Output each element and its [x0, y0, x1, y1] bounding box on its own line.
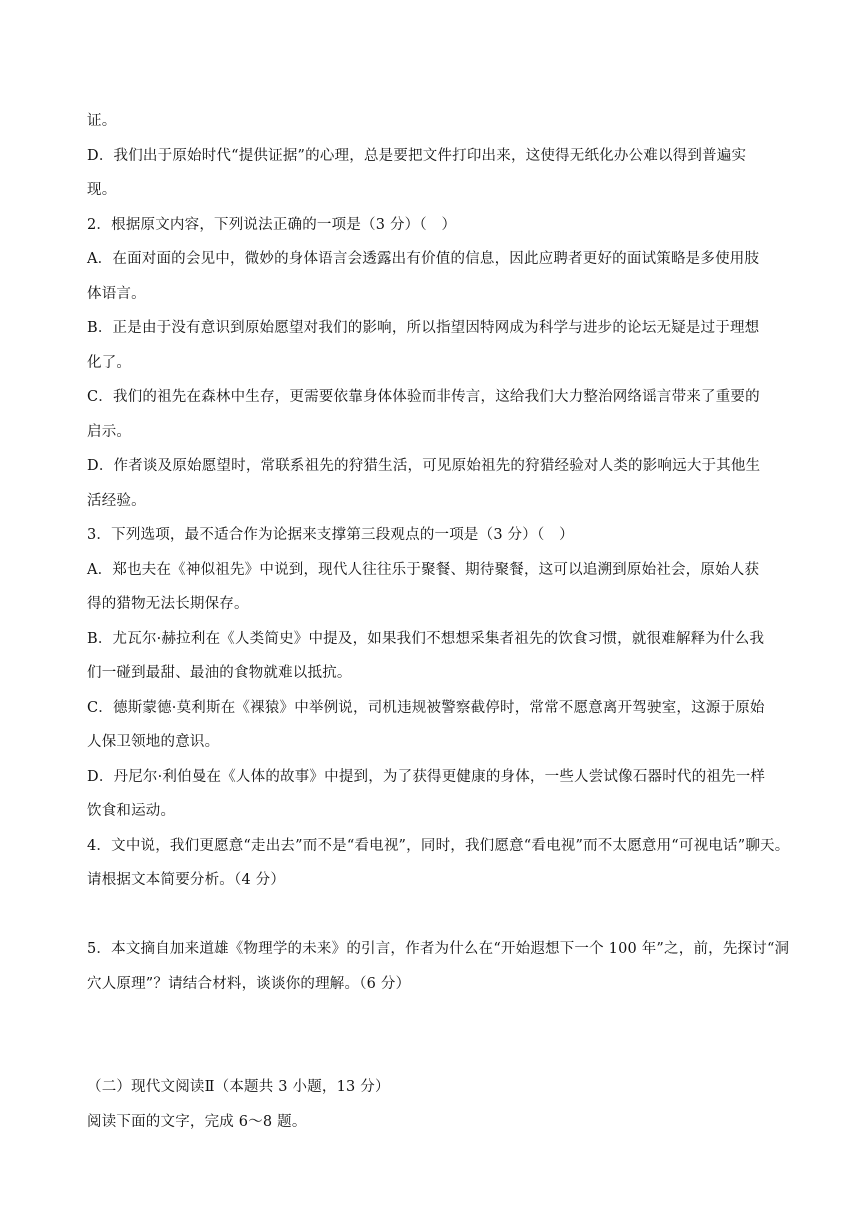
text-line: 人保卫领地的意识。 [87, 734, 220, 750]
question-4-stem: 4．文中说，我们更愿意“走出去”而不是“看电视”，同时，我们愿意“看电视”而不太愿意用“可视电话”聊天。 [87, 838, 790, 854]
question-2-stem: 2．根据原文内容，下列说法正确的一项是（3 分）（ ） [87, 217, 457, 233]
option-b: B．正是由于没有意识到原始愿望对我们的影响，所以指望因特网成为科学与进步的论坛无疑是过于理想 [87, 320, 760, 336]
text-line: 化了。 [87, 355, 132, 371]
text-line: 穴人原理”？请结合材料，谈谈你的理解。（6 分） [87, 976, 411, 992]
option-b: B．尤瓦尔·赫拉利在《人类简史》中提及，如果我们不想想采集者祖先的饮食习惯，就很难解释为什么我 [87, 631, 765, 647]
option-a: A．郑也夫在《神似祖先》中说到，现代人往往乐于聚餐、期待聚餐，这可以追溯到原始社会，原始人获 [87, 562, 760, 578]
text-line: 请根据文本简要分析。（4 分） [87, 872, 286, 888]
text-line: 们一碰到最甜、最油的食物就难以抵抗。 [87, 665, 352, 681]
option-c: C．我们的祖先在森林中生存，更需要依靠身体体验而非传言，这给我们大力整治网络谣言带来了重要的 [87, 389, 760, 405]
text-line: 证。 [87, 113, 117, 129]
text-line: 活经验。 [87, 493, 146, 509]
section-heading: （二）现代文阅读Ⅱ（本题共 3 小题，13 分） [87, 1079, 390, 1095]
option-d: D．作者谈及原始愿望时，常联系祖先的狩猎生活，可见原始祖先的狩猎经验对人类的影响远大于其他生 [87, 458, 761, 474]
option-a: A．在面对面的会见中，微妙的身体语言会透露出有价值的信息，因此应聘者更好的面试策略是多使用肢 [87, 251, 760, 267]
text-line: 现。 [87, 182, 117, 198]
text-line: 启示。 [87, 424, 132, 440]
text-line: D．我们出于原始时代“提供证据”的心理，总是要把文件打印出来，这使得无纸化办公难以得到普遍实 [87, 148, 747, 164]
question-3-stem: 3．下列选项，最不适合作为论据来支撑第三段观点的一项是（3 分）（ ） [87, 527, 574, 543]
question-5-stem: 5．本文摘自加来道雄《物理学的未来》的引言，作者为什么在“开始遐想下一个 100 年”之，前，先探讨“洞 [87, 941, 790, 957]
text-line: 得的猎物无法长期保存。 [87, 596, 249, 612]
option-c: C．德斯蒙德·莫利斯在《裸猿》中举例说，司机违规被警察截停时，常常不愿意离开驾驶室，这源于原始 [87, 700, 765, 716]
text-line: 饮食和运动。 [87, 803, 176, 819]
option-d: D．丹尼尔·利伯曼在《人体的故事》中提到，为了获得更健康的身体，一些人尝试像石器时代的祖先一样 [87, 769, 766, 785]
text-line: 体语言。 [87, 286, 146, 302]
section-instruction: 阅读下面的文字，完成 6～8 题。 [87, 1114, 307, 1130]
